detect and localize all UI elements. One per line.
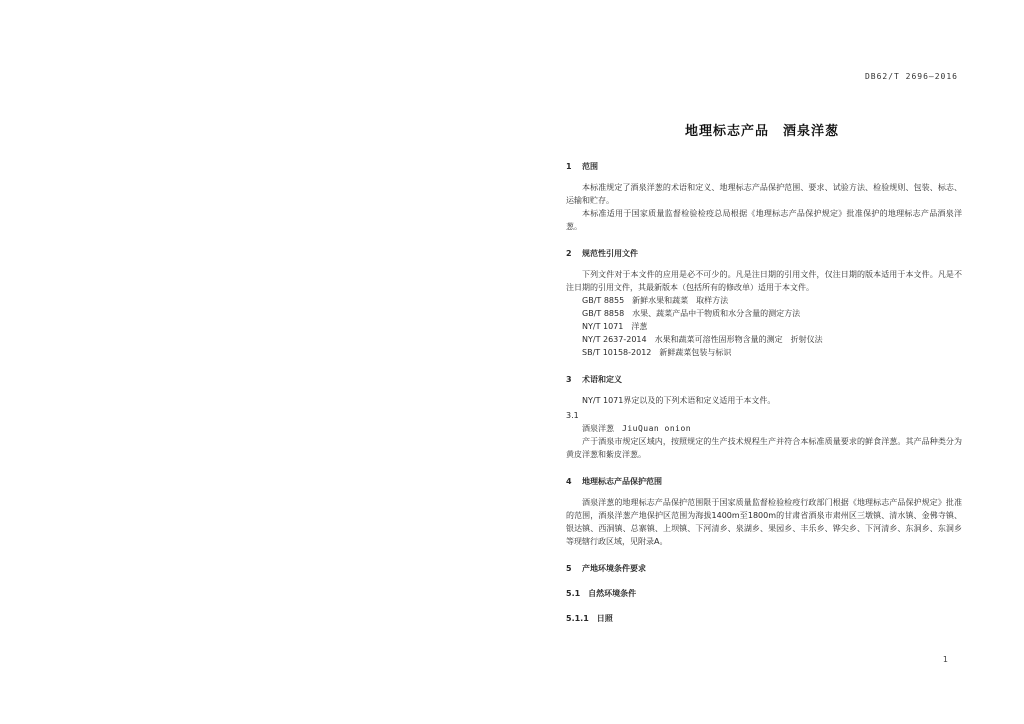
reference-item (566, 333, 962, 346)
term-english: JiuQuan onion (622, 424, 692, 433)
section-1-paragraph-1: 本标准规定了酒泉洋葱的术语和定义、地理标志产品保护范围、要求、试验方法、检验规则、包装、标志、运输和贮存。 (566, 183, 962, 205)
document-title (0, 120, 1024, 139)
section-5-number: 5 (566, 564, 572, 573)
reference-code: GB/T 8855 (582, 296, 625, 305)
reference-code: SB/T 10158-2012 (582, 348, 652, 357)
section-1-number: 1 (566, 162, 572, 171)
section-3-number: 3 (566, 375, 572, 384)
page-number: 1 (942, 655, 948, 664)
term-definition: 产于酒泉市规定区域内，按照规定的生产技术规程生产并符合本标准质量要求的鲜食洋葱。其产品种类分为黄皮洋葱和紫皮洋葱。 (566, 437, 962, 459)
subsection-5-1-1-title: 日照 (596, 614, 613, 623)
section-3-title: 术语和定义 (582, 375, 622, 384)
section-1-title: 范围 (582, 162, 598, 171)
reference-code: GB/T 8858 (582, 309, 625, 318)
section-4-paragraph-1: 酒泉洋葱的地理标志产品保护范围限于国家质量监督检验检疫行政部门根据《地理标志产品保护规定》批准的范围，酒泉洋葱产地保护区范围为海拔1400m至1800m的甘肃省酒泉市肃州区三墩镇、清水镇、金佛寺镇、银达镇、西洞镇、总寨镇、上坝镇、下河清乡、泉湖乡、果园乡、丰乐乡、铧尖乡、下河清乡、东洞乡、东洞乡等现辖行政区域，见附录A。 (566, 498, 962, 546)
section-4-number: 4 (566, 477, 572, 486)
term-chinese: 酒泉洋葱 (582, 424, 614, 433)
reference-item (566, 320, 962, 333)
section-3-heading (566, 373, 962, 386)
section-1-heading (566, 160, 962, 173)
term-number: 3.1 (566, 411, 579, 420)
reference-item (566, 294, 962, 307)
document-body (566, 160, 962, 625)
section-2-paragraph-1: 下列文件对于本文件的应用是必不可少的。凡是注日期的引用文件，仅注日期的版本适用于本文件。凡是不注日期的引用文件，其最新版本（包括所有的修改单）适用于本文件。 (566, 270, 962, 292)
subsection-5-1-1-number: 5.1.1 (566, 614, 589, 623)
section-2-number: 2 (566, 249, 572, 258)
reference-item (566, 307, 962, 320)
reference-code: NY/T 1071 (582, 322, 624, 331)
section-4-title: 地理标志产品保护范围 (582, 477, 662, 486)
title-part-1: 地理标志产品 (684, 124, 769, 139)
section-2-heading (566, 247, 962, 260)
section-3-paragraph-1: NY/T 1071界定以及的下列术语和定义适用于本文件。 (582, 396, 776, 405)
reference-title: 洋葱 (631, 322, 648, 331)
section-2-title: 规范性引用文件 (582, 249, 638, 258)
reference-code: NY/T 2637-2014 (582, 335, 647, 344)
reference-item (566, 346, 962, 359)
reference-title: 新鲜水果和蔬菜 取样方法 (632, 296, 729, 305)
reference-title: 新鲜蔬菜包装与标识 (659, 348, 732, 357)
title-part-2: 酒泉洋葱 (783, 124, 840, 139)
term-entry (566, 422, 962, 435)
section-4-heading (566, 475, 962, 488)
section-5-heading (566, 562, 962, 575)
reference-title: 水果、蔬菜产品中干物质和水分含量的测定方法 (632, 309, 801, 318)
reference-title: 水果和蔬菜可溶性固形物含量的测定 折射仪法 (654, 335, 823, 344)
subsection-5-1-title: 自然环境条件 (588, 589, 637, 598)
section-1-paragraph-2: 本标准适用于国家质量监督检验检疫总局根据《地理标志产品保护规定》批准保护的地理标志产品酒泉洋葱。 (566, 209, 962, 231)
standard-code: DB62/T 2696—2016 (864, 72, 958, 81)
subsection-5-1-heading (566, 587, 962, 600)
subsection-5-1-number: 5.1 (566, 589, 581, 598)
section-5-title: 产地环境条件要求 (582, 564, 646, 573)
subsection-5-1-1-heading (566, 612, 962, 625)
